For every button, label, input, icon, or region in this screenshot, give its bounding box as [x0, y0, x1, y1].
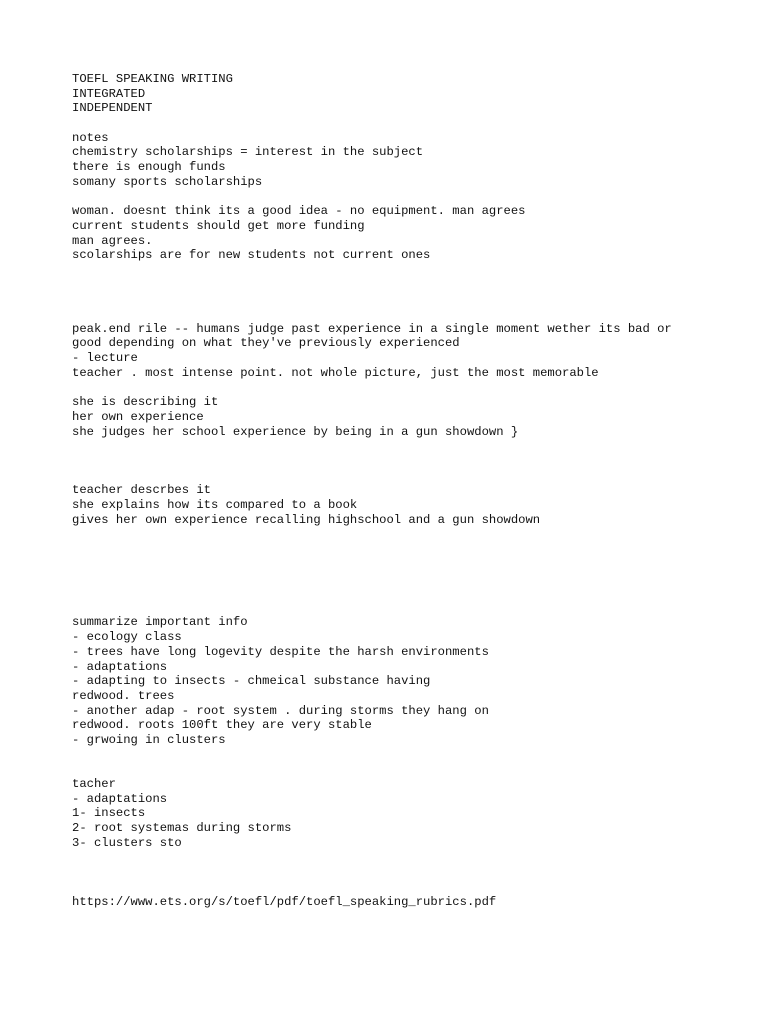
note-line: 3- clusters sto [72, 835, 182, 850]
note-line: chemistry scholarships = interest in the subject [72, 145, 424, 160]
note-line: 2- root systemas during storms [72, 821, 292, 836]
note-line: woman. doesnt think its a good idea - no equipment. man agrees [72, 204, 526, 219]
document-body [72, 72, 712, 909]
note-line: summarize important info [72, 615, 248, 630]
note-line: 1- insects [72, 806, 146, 821]
rubrics-link[interactable]: https://www.ets.org/s/toefl/pdf/toefl_speaking_rubrics.pdf [72, 894, 497, 909]
note-line: redwood. roots 100ft they are very stable [72, 718, 372, 733]
note-line: - grwoing in clusters [72, 732, 226, 747]
heading-line-2: INTEGRATED [72, 86, 146, 101]
note-line: tacher [72, 777, 116, 791]
note-line: gives her own experience recalling highschool and a gun showdown [72, 512, 541, 527]
note-line: redwood. trees [72, 688, 175, 703]
note-line: current students should get more funding [72, 218, 365, 233]
note-line: peak.end rile -- humans judge past experience in a single moment wether its bad or [72, 321, 672, 336]
note-line: - another adap - root system . during storms they hang on [72, 703, 489, 718]
note-line: - adaptations [72, 791, 168, 806]
note-line: her own experience [72, 409, 204, 424]
note-line: - adapting to insects - chmeical substance having [72, 674, 431, 689]
note-line: - lecture [72, 351, 138, 366]
note-line: she judges her school experience by being in a gun showdown } [72, 424, 519, 439]
heading-line-3: INDEPENDENT [72, 101, 153, 116]
note-line: man agrees. [72, 233, 153, 248]
note-line: - ecology class [72, 630, 182, 645]
note-line: she is describing it [72, 395, 219, 410]
note-line: there is enough funds [72, 160, 226, 175]
note-line: - adaptations [72, 659, 168, 674]
note-line: teacher descrbes it [72, 483, 211, 498]
note-line: notes [72, 130, 109, 145]
note-line: good depending on what they've previously experienced [72, 336, 460, 351]
note-line: teacher . most intense point. not whole picture, just the most memorable [72, 365, 599, 380]
note-line: scolarships are for new students not current ones [72, 248, 431, 263]
note-line: she explains how its compared to a book [72, 497, 358, 512]
note-line: somany sports scholarships [72, 174, 263, 189]
note-line: - trees have long logevity despite the harsh environments [72, 644, 489, 659]
heading-line-1: TOEFL SPEAKING WRITING [72, 72, 233, 86]
